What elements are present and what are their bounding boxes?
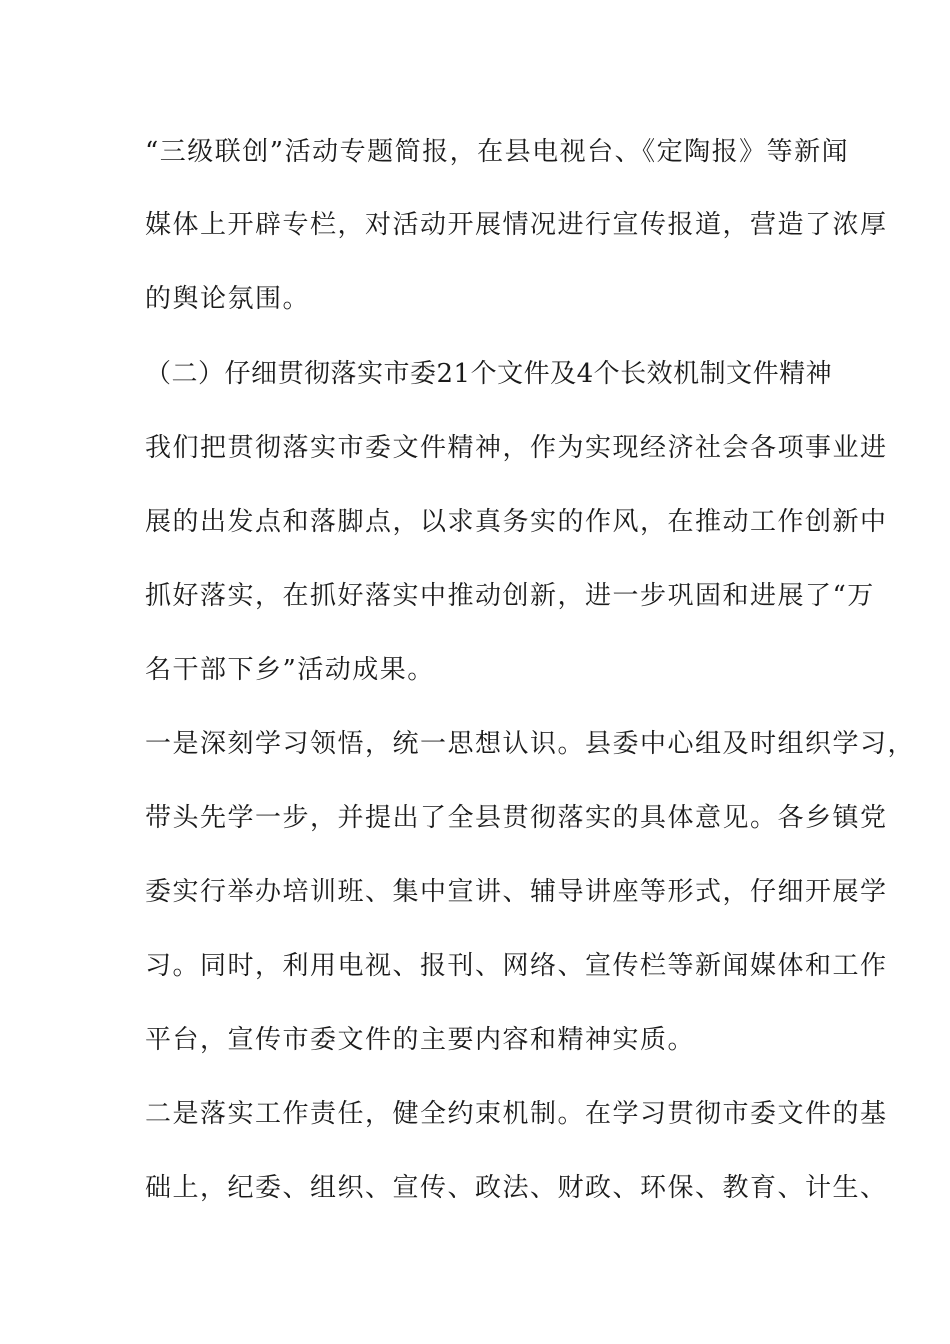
- paragraph-line: 名干部下乡”活动成果。: [145, 655, 435, 685]
- paragraph-line: 二是落实工作责任，健全约束机制。在学习贯彻市委文件的基: [145, 1099, 888, 1129]
- paragraph-line: 一是深刻学习领悟，统一思想认识。县委中心组及时组织学习，: [145, 729, 916, 759]
- paragraph-line: 的舆论氛围。: [145, 284, 311, 314]
- paragraph-line: “三级联创”活动专题简报，在县电视台、《定陶报》等新闻: [145, 137, 850, 167]
- paragraph-line: 展的出发点和落脚点，以求真务实的作风，在推动工作创新中: [145, 507, 888, 537]
- paragraph-line: 础上，纪委、组织、宣传、政法、财政、环保、教育、计生、: [145, 1173, 888, 1203]
- paragraph-line: 媒体上开辟专栏，对活动开展情况进行宣传报道，营造了浓厚: [145, 210, 888, 240]
- paragraph-line: 带头先学一步，并提出了全县贯彻落实的具体意见。各乡镇党: [145, 803, 888, 833]
- paragraph-line: 我们把贯彻落实市委文件精神，作为实现经济社会各项事业进: [145, 433, 888, 463]
- paragraph-line: 委实行举办培训班、集中宣讲、辅导讲座等形式，仔细开展学: [145, 877, 888, 907]
- paragraph-line: 平台，宣传市委文件的主要内容和精神实质。: [145, 1025, 696, 1055]
- section-heading: （二）仔细贯彻落实市委21个文件及4个长效机制文件精神: [145, 359, 833, 389]
- paragraph-line: 抓好落实，在抓好落实中推动创新，进一步巩固和进展了“万: [145, 581, 875, 611]
- paragraph-line: 习。同时，利用电视、报刊、网络、宣传栏等新闻媒体和工作: [145, 951, 888, 981]
